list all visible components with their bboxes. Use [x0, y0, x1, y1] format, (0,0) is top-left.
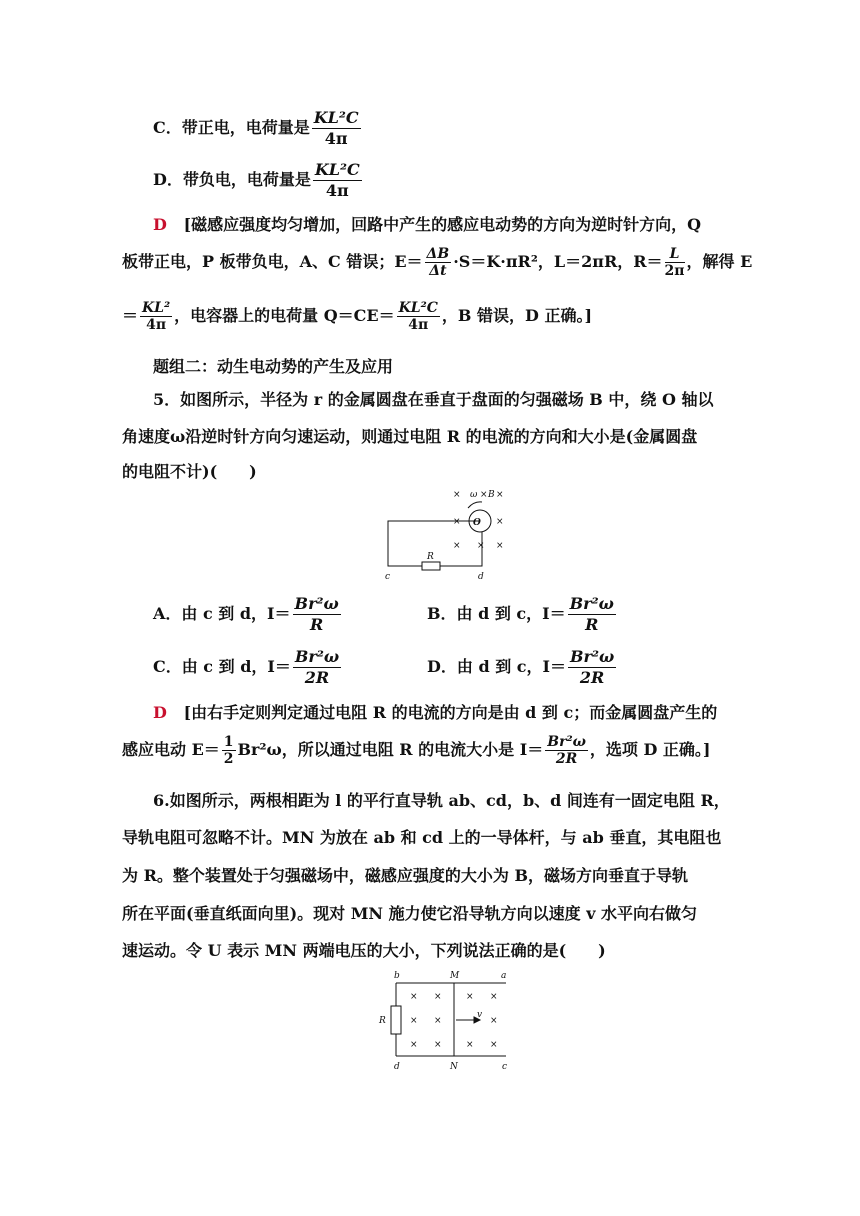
solution-q5-line2: 感应电动 E＝ $\frac{1}{2}$ Br²ω，所以通过电阻 R 的电流大小是 I＝ $\frac{\text{Br²ω}}{2R}$ ，选项 D 正确。] — [122, 734, 711, 767]
option-d — [153, 160, 364, 201]
option-a: A．由 c 到 d，I＝ $\frac{\text{Br²ω}}{R}$ — [153, 594, 339, 634]
cross-mark: × — [490, 1040, 498, 1050]
c-label: c — [385, 572, 391, 582]
option-label: D．带负电，电荷量是 — [153, 170, 311, 189]
fraction: $\frac{\text{KL²C}}{4\pi}$ — [313, 108, 359, 148]
q6-line3: 为 R。整个装置处于匀强磁场中，磁感应强度的大小为 B，磁场方向垂直于导轨 — [122, 866, 688, 885]
d-label: d — [394, 1062, 400, 1072]
fraction: $\frac{\text{KL²C}}{4\pi}$ — [314, 160, 360, 200]
q6-line4: 所在平面(垂直纸面向里)。现对 MN 施力使它沿导轨方向以速度 v 水平向右做匀 — [122, 904, 698, 923]
cross-mark: × — [410, 992, 418, 1002]
cross-mark: × — [490, 1016, 498, 1026]
solution-q4-line1: D [磁感应强度均匀增加，回路中产生的感应电动势的方向为逆时针方向，Q — [153, 215, 702, 234]
option-b: B．由 d 到 c，I＝ $\frac{\text{Br²ω}}{R}$ — [427, 594, 614, 634]
solution-q4-line3: ＝ $\frac{\text{KL²}}{4\pi}$ ，电容器上的电荷量 Q＝CE＝ $\frac{\text{KL²C}}{4\pi}$ ，B 错误，D 正确。] — [122, 300, 593, 333]
d-label: d — [478, 572, 484, 582]
a-label: a — [501, 971, 507, 981]
cross-mark: × — [477, 541, 485, 551]
option-c: C．由 c 到 d，I＝ $\frac{\text{Br²ω}}{2R}$ — [153, 647, 340, 687]
cross-mark: × — [434, 1016, 442, 1026]
fraction: $\frac{\Delta B}{\Delta t}$ — [426, 246, 450, 279]
solution-q5-line1: D [由右手定则判定通过电阻 R 的电流的方向是由 d 到 c；而金属圆盘产生的 — [153, 703, 718, 722]
answer-letter: D — [153, 703, 167, 722]
b-label: b — [394, 971, 400, 981]
section-title: 题组二：动生电动势的产生及应用 — [153, 357, 394, 376]
b-label: B — [488, 490, 495, 500]
cross-mark: × — [434, 1040, 442, 1050]
answer-letter: D — [153, 215, 167, 234]
cross-mark: × — [496, 490, 504, 500]
fraction: $\frac{\text{Br²ω}}{R}$ — [569, 594, 614, 634]
fraction: $\frac{\text{KL²}}{4\pi}$ — [142, 300, 171, 333]
omega-label: ω — [470, 490, 478, 500]
v-label: v — [477, 1010, 483, 1020]
q5-line3: 的电阻不计)( ) — [122, 462, 257, 481]
rail-circuit-diagram — [374, 968, 514, 1074]
cross-mark: × — [466, 1040, 474, 1050]
fraction: $\frac{\text{Br²ω}}{2R}$ — [547, 734, 586, 767]
m-label: M — [450, 971, 460, 981]
disk-circuit-diagram — [380, 486, 520, 582]
r-label: R — [379, 1016, 386, 1026]
cross-mark: × — [490, 992, 498, 1002]
cross-mark: × — [480, 490, 488, 500]
q6-line5: 速运动。令 U 表示 MN 两端电压的大小，下列说法正确的是( ) — [122, 941, 606, 960]
fraction: $\frac{\text{Br²ω}}{2R}$ — [294, 647, 340, 687]
c-label: c — [502, 1062, 508, 1072]
q6-line1: 6.如图所示，两根相距为 l 的平行直导轨 ab、cd，b、d 间连有一固定电阻 R， — [153, 791, 730, 810]
q5-line1: 5．如图所示，半径为 r 的金属圆盘在垂直于盘面的匀强磁场 B 中，绕 O 轴以 — [153, 390, 714, 409]
n-label: N — [450, 1062, 458, 1072]
cross-mark: × — [453, 490, 461, 500]
fraction: $\frac{1}{2}$ — [223, 734, 234, 767]
cross-mark: × — [453, 517, 461, 527]
cross-mark: × — [434, 992, 442, 1002]
cross-mark: × — [496, 541, 504, 551]
cross-mark: × — [453, 541, 461, 551]
fraction: $\frac{\text{Br²ω}}{2R}$ — [570, 647, 615, 687]
cross-mark: × — [466, 992, 474, 1002]
fraction: $\frac{L}{2\pi}$ — [664, 246, 685, 279]
q6-line2: 导轨电阻可忽略不计。MN 为放在 ab 和 cd 上的一导体杆，与 ab 垂直，其电阻也 — [122, 828, 722, 847]
option-c — [153, 108, 363, 149]
solution-q4-line2: 板带正电，P 板带负电，A、C 错误；E＝ $\frac{\Delta B}{\Delta t}$ ·S＝K·πR²，L＝2πR，R＝ $\frac{L}{2\pi}$ ，解得 E — [122, 246, 753, 279]
option-d: D．由 d 到 c，I＝ $\frac{\text{Br²ω}}{2R}$ — [427, 647, 615, 687]
fraction: $\frac{\text{Br²ω}}{R}$ — [294, 594, 339, 634]
option-label: C．带正电，电荷量是 — [153, 118, 310, 137]
fraction: $\frac{\text{KL²C}}{4\pi}$ — [398, 300, 438, 333]
cross-mark: × — [410, 1016, 418, 1026]
q5-line2: 角速度ω沿逆时针方向匀速运动，则通过电阻 R 的电流的方向和大小是(金属圆盘 — [122, 427, 698, 446]
cross-mark: × — [496, 517, 504, 527]
r-label: R — [427, 552, 434, 562]
cross-mark: × — [410, 1040, 418, 1050]
o-label: O — [473, 518, 481, 528]
